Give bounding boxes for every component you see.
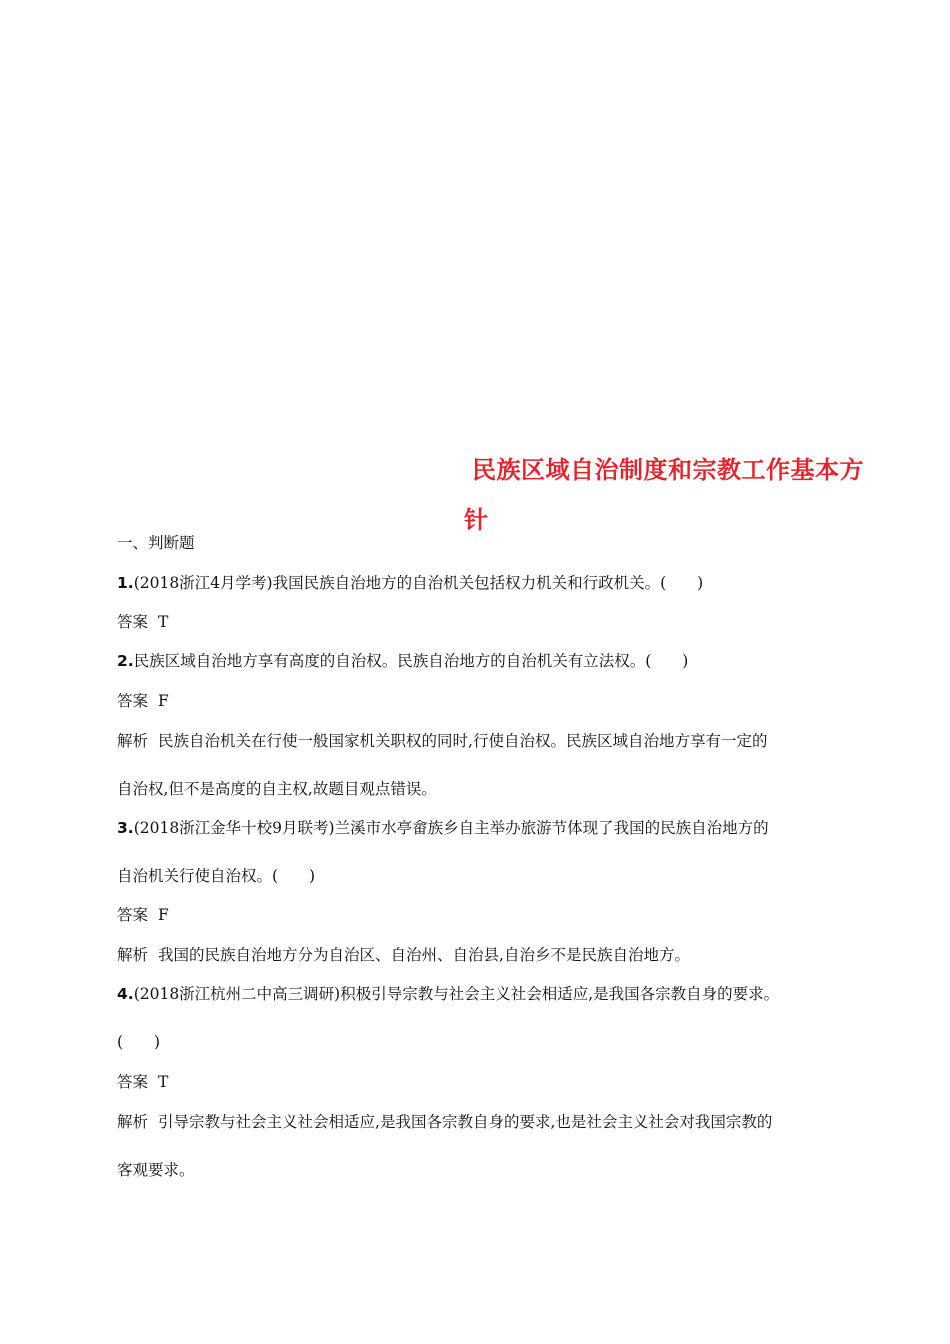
question-number: 1. [117, 574, 134, 592]
analysis-label: 解析 [117, 1113, 149, 1131]
question-text: 民族区域自治地方享有高度的自治权。民族自治地方的自治机关有立法权。( ) [133, 652, 689, 670]
answer-value: F [158, 906, 169, 924]
analysis-4-line-2: 客观要求。 [117, 1161, 195, 1179]
analysis-text: 民族自治机关在行使一般国家机关职权的同时,行使自治权。民族区域自治地方享有一定的 [158, 732, 768, 750]
answer-3 [117, 904, 169, 926]
section-heading: 一、判断题 [117, 534, 195, 552]
analysis-text: 我国的民族自治地方分为自治区、自治州、自治县,自治乡不是民族自治地方。 [158, 946, 690, 964]
question-3-line-1 [117, 817, 769, 839]
answer-label: 答案 [117, 1073, 149, 1091]
question-2 [117, 650, 688, 672]
answer-value: T [158, 1073, 169, 1091]
analysis-2-line-1 [117, 730, 767, 752]
answer-label: 答案 [117, 613, 149, 631]
question-1 [117, 572, 703, 594]
analysis-3-line-1 [117, 944, 690, 966]
question-number: 4. [117, 985, 134, 1003]
analysis-label: 解析 [117, 946, 149, 964]
question-4-line-2: ( ) [117, 1033, 161, 1051]
answer-label: 答案 [117, 692, 149, 710]
answer-2 [117, 690, 169, 712]
question-number: 2. [117, 652, 134, 670]
question-text: (2018浙江金华十校9月联考)兰溪市水亭畲族乡自主举办旅游节体现了我国的民族自治地方的 [133, 819, 769, 837]
document-title-line-2: 针 [464, 506, 489, 534]
analysis-text: 引导宗教与社会主义社会相适应,是我国各宗教自身的要求,也是社会主义社会对我国宗教的 [158, 1113, 773, 1131]
answer-value: T [158, 613, 169, 631]
question-4-line-1 [117, 983, 779, 1005]
question-text: (2018浙江杭州二中高三调研)积极引导宗教与社会主义社会相适应,是我国各宗教自身的要求。 [133, 985, 780, 1003]
analysis-label: 解析 [117, 732, 149, 750]
answer-1 [117, 611, 168, 633]
answer-4 [117, 1071, 168, 1093]
question-text: (2018浙江4月学考)我国民族自治地方的自治机关包括权力机关和行政机关。( ) [133, 574, 704, 592]
answer-value: F [158, 692, 169, 710]
question-number: 3. [117, 819, 134, 837]
analysis-2-line-2: 自治权,但不是高度的自主权,故题目观点错误。 [117, 780, 437, 798]
analysis-4-line-1 [117, 1111, 772, 1133]
answer-label: 答案 [117, 906, 149, 924]
document-title-line-1: 民族区域自治制度和宗教工作基本方 [472, 456, 864, 484]
question-3-line-2: 自治机关行使自治权。( ) [117, 867, 316, 885]
